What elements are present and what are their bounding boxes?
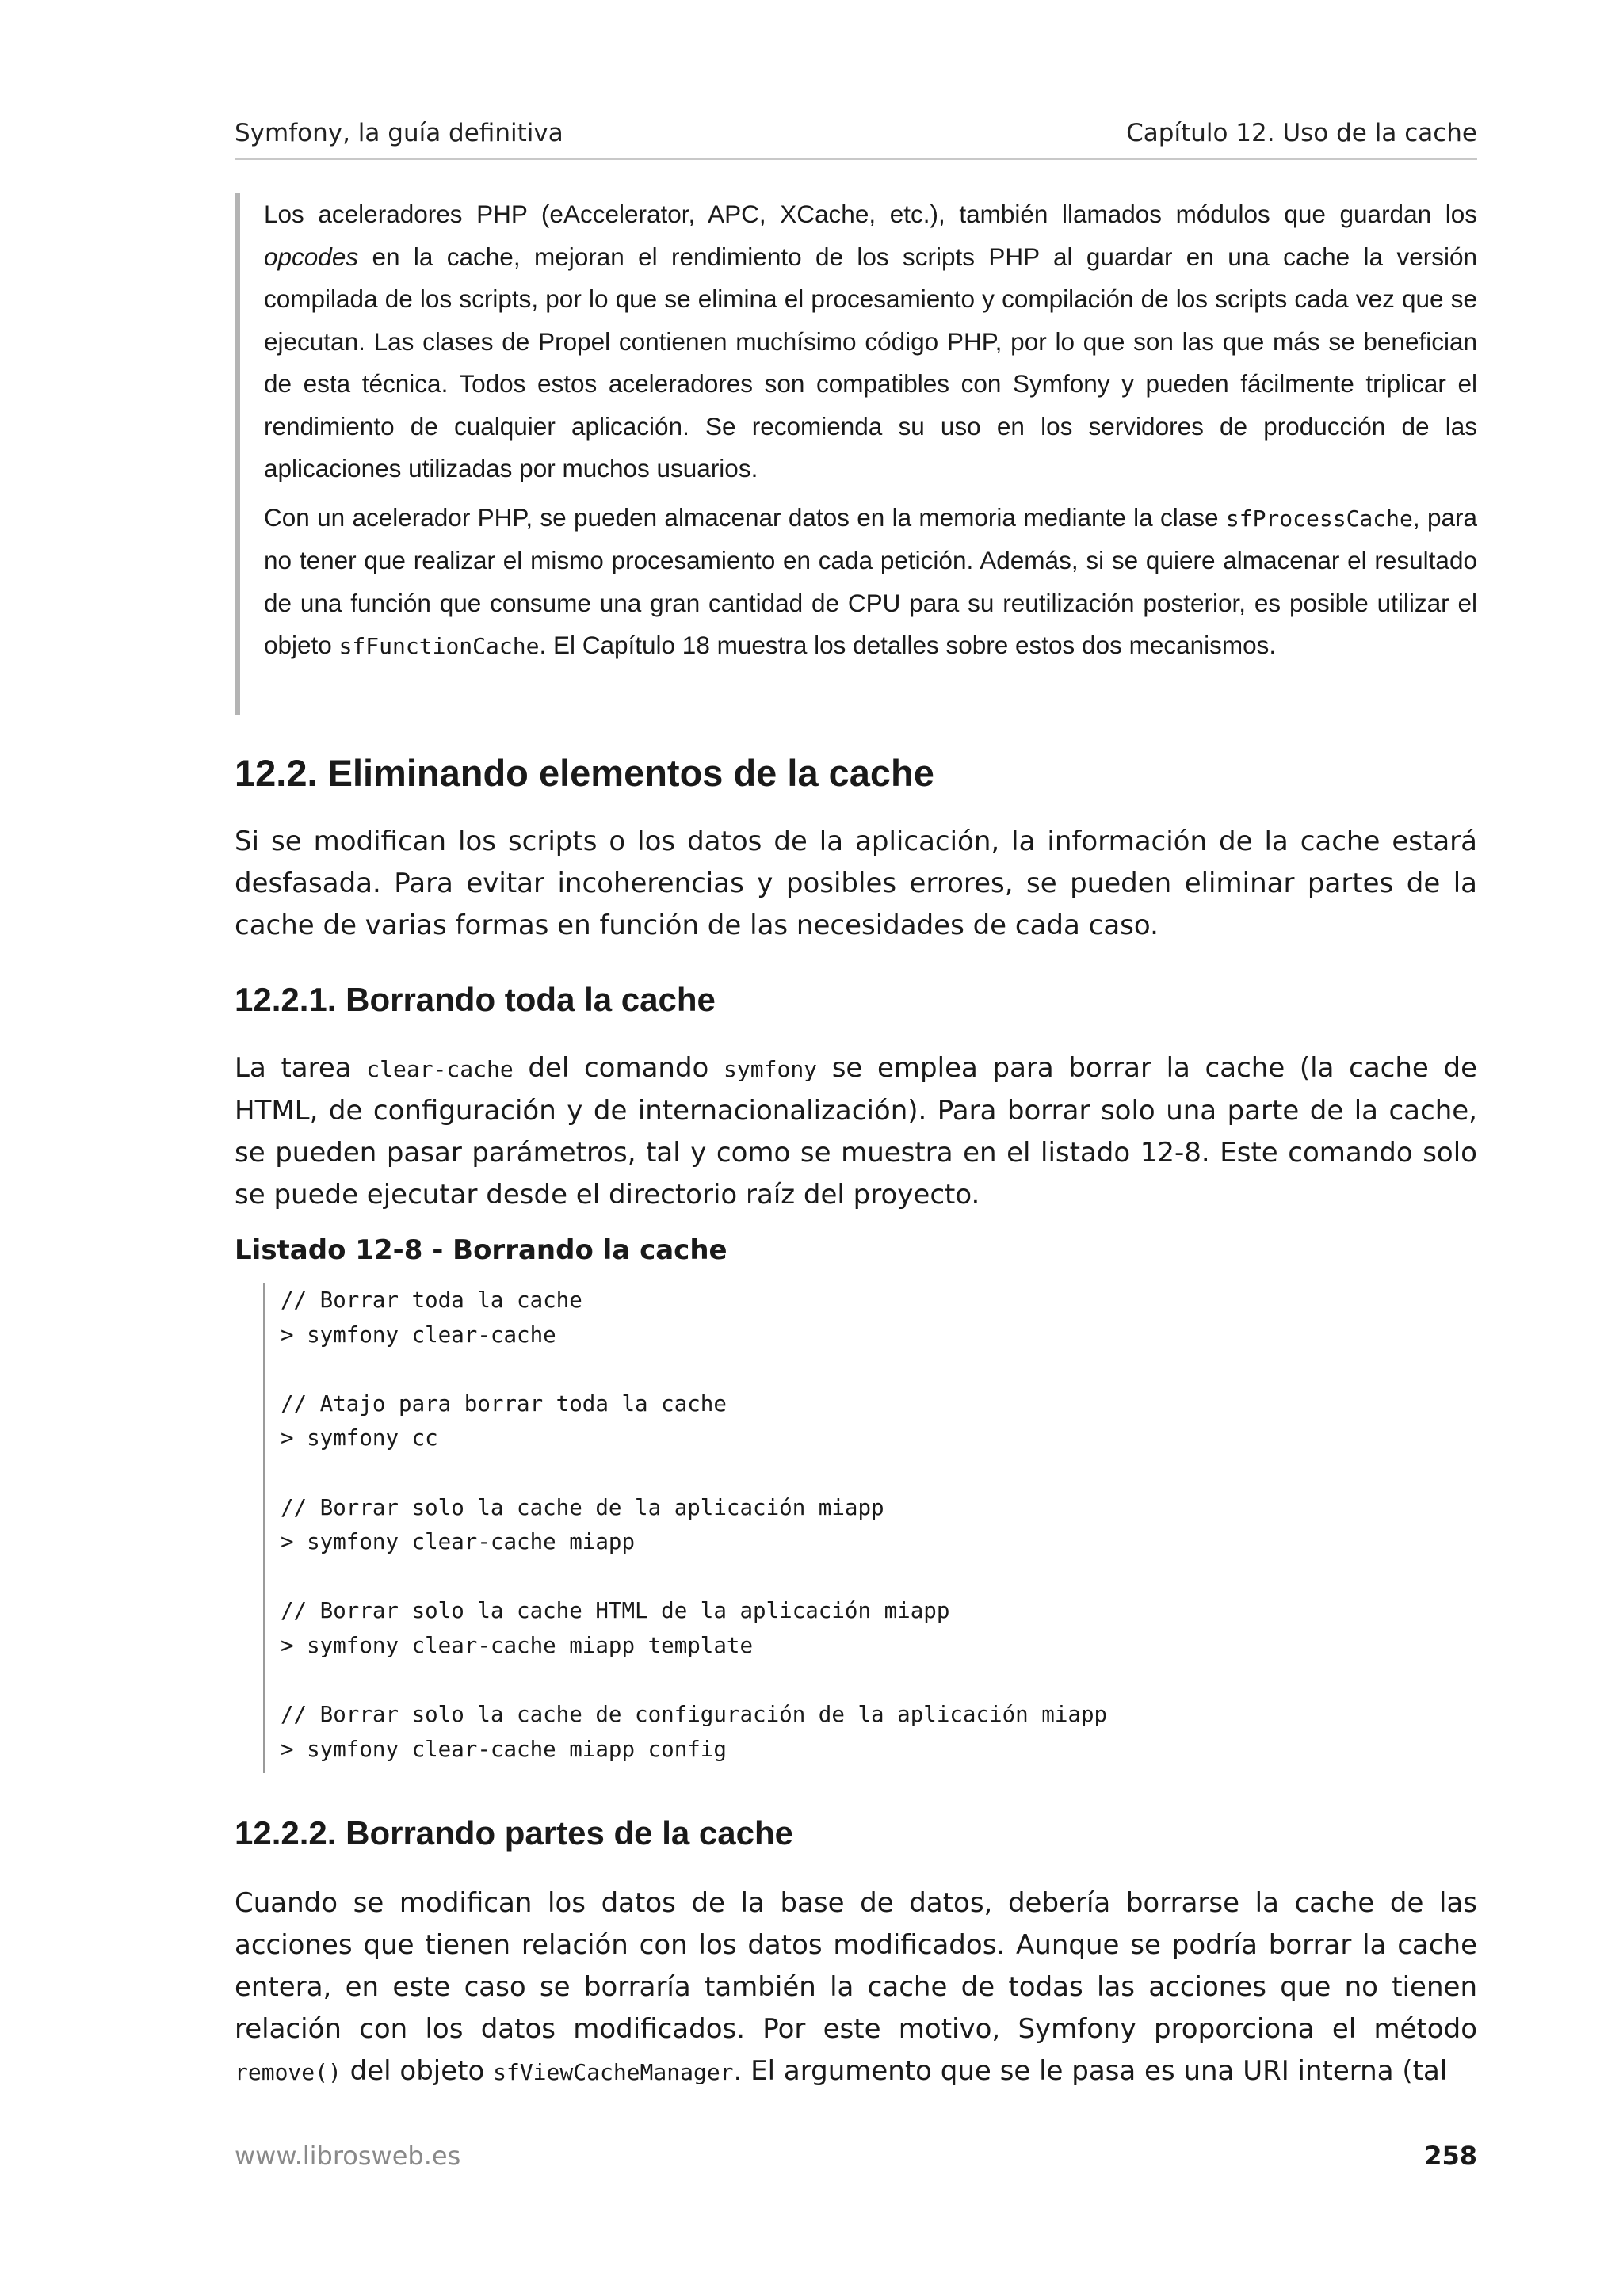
section-intro-paragraph: Si se modifican los scripts o los datos de la aplicación, la información de la cache estará desfasada. Para evitar incoherencias y posibles errores, se pueden eliminar partes de la cache de varias formas en función de las necesidades de cada caso. — [235, 826, 1477, 941]
footer-site-link[interactable]: www.librosweb.es — [235, 2141, 461, 2171]
code-line — [281, 1352, 1452, 1387]
code-line: // Borrar solo la cache HTML de la aplicación miapp — [281, 1598, 950, 1624]
code-line: // Atajo para borrar toda la cache — [281, 1390, 727, 1417]
code-line — [281, 1560, 1452, 1595]
code-line — [281, 1664, 1452, 1699]
listing-caption: Listado 12-8 - Borrando la cache — [235, 1234, 727, 1266]
note-text: en la cache, mejoran el rendimiento de los scripts PHP al guardar en una cache la versión compilada de los scripts, por lo que se elimina el procesamiento y compilación de los scripts cada vez que se ejecutan. Las clases de Propel contienen muchísimo código PHP, por lo que son las que más se benefician de esta técnica. Todos estos aceleradores son compatibles con Symfony y pueden fácilmente triplicar el rendimiento de cualquier aplicación. Se recomienda su uso en los servidores de producción de las aplicaciones utilizadas por muchos usuarios. — [264, 242, 1477, 482]
running-header — [235, 117, 1477, 160]
header-chapter-title: Capítulo 12. Uso de la cache — [1126, 119, 1477, 147]
inline-code: sfViewCacheManager — [493, 2059, 734, 2085]
code-line: > symfony clear-cache — [281, 1322, 556, 1348]
inline-code: remove() — [235, 2059, 342, 2085]
code-line: > symfony clear-cache miapp template — [281, 1632, 754, 1658]
note-paragraph-accelerators — [264, 193, 1477, 490]
note-block — [235, 193, 1477, 715]
section-heading: 12.2. Eliminando elementos de la cache — [235, 752, 934, 794]
body-text: del objeto — [341, 2055, 494, 2087]
note-text: . El Capítulo 18 muestra los detalles sobre estos dos mecanismos. — [539, 631, 1277, 659]
code-line: > symfony clear-cache miapp config — [281, 1736, 727, 1762]
inline-code: sfProcessCache — [1225, 505, 1413, 532]
inline-code: symfony — [724, 1056, 818, 1082]
inline-code: sfFunctionCache — [338, 633, 540, 659]
body-text: . El argumento que se le pasa es una URI interna (tal — [733, 2055, 1448, 2087]
clear-cache-paragraph — [235, 1047, 1477, 1216]
code-line: > symfony clear-cache miapp — [281, 1529, 636, 1555]
code-line: // Borrar solo la cache de la aplicación miapp — [281, 1494, 884, 1520]
clear-parts-paragraph — [235, 1882, 1477, 2093]
note-emphasis: opcodes — [264, 242, 359, 271]
code-line: // Borrar solo la cache de configuración de la aplicación miapp — [281, 1702, 1108, 1728]
page-number: 258 — [1424, 2141, 1477, 2171]
note-text: Con un acelerador PHP, se pueden almacenar datos en la memoria mediante la clase — [264, 502, 1226, 532]
note-text: Los aceleradores PHP (eAccelerator, APC, XCache, etc.), también llamados módulos que guardan los — [264, 200, 1477, 228]
body-text: La tarea — [235, 1052, 367, 1084]
note-paragraph-process-cache — [264, 497, 1477, 668]
subsection-heading-clear-parts: 12.2.2. Borrando partes de la cache — [235, 1814, 793, 1852]
header-book-title: Symfony, la guía definitiva — [235, 119, 563, 147]
code-line: > symfony cc — [281, 1425, 438, 1451]
subsection-heading-clear-all: 12.2.1. Borrando toda la cache — [235, 981, 716, 1018]
body-text: se emplea para borrar la cache (la cache de HTML, de configuración y de internacionalización). Para borrar solo una parte de la cache, se pueden pasar parámetros, tal y como se muestra en el listado 12-8. Este comando solo se puede ejecutar desde el directorio raíz del proyecto. — [235, 1052, 1477, 1211]
body-text: del comando — [513, 1052, 724, 1084]
body-text: Cuando se modifican los datos de la base de datos, debería borrarse la cache de las acciones que tienen relación con los datos modificados. Aunque se podría borrar la cache entera, en este caso se borraría también la cache de todas las acciones que no tienen relación con los datos modificados. Por este motivo, Symfony proporciona el método — [235, 1887, 1477, 2045]
code-line — [281, 1456, 1452, 1491]
inline-code: clear-cache — [366, 1056, 514, 1082]
code-listing — [263, 1283, 1452, 1773]
code-line: // Borrar toda la cache — [281, 1287, 582, 1313]
note-text: , para no tener que realizar el mismo procesamiento en cada petición. Además, si se quiere almacenar el resultado de una función que consume una gran cantidad de CPU para su reutilización posterior, es posible utilizar el objeto — [264, 502, 1477, 659]
